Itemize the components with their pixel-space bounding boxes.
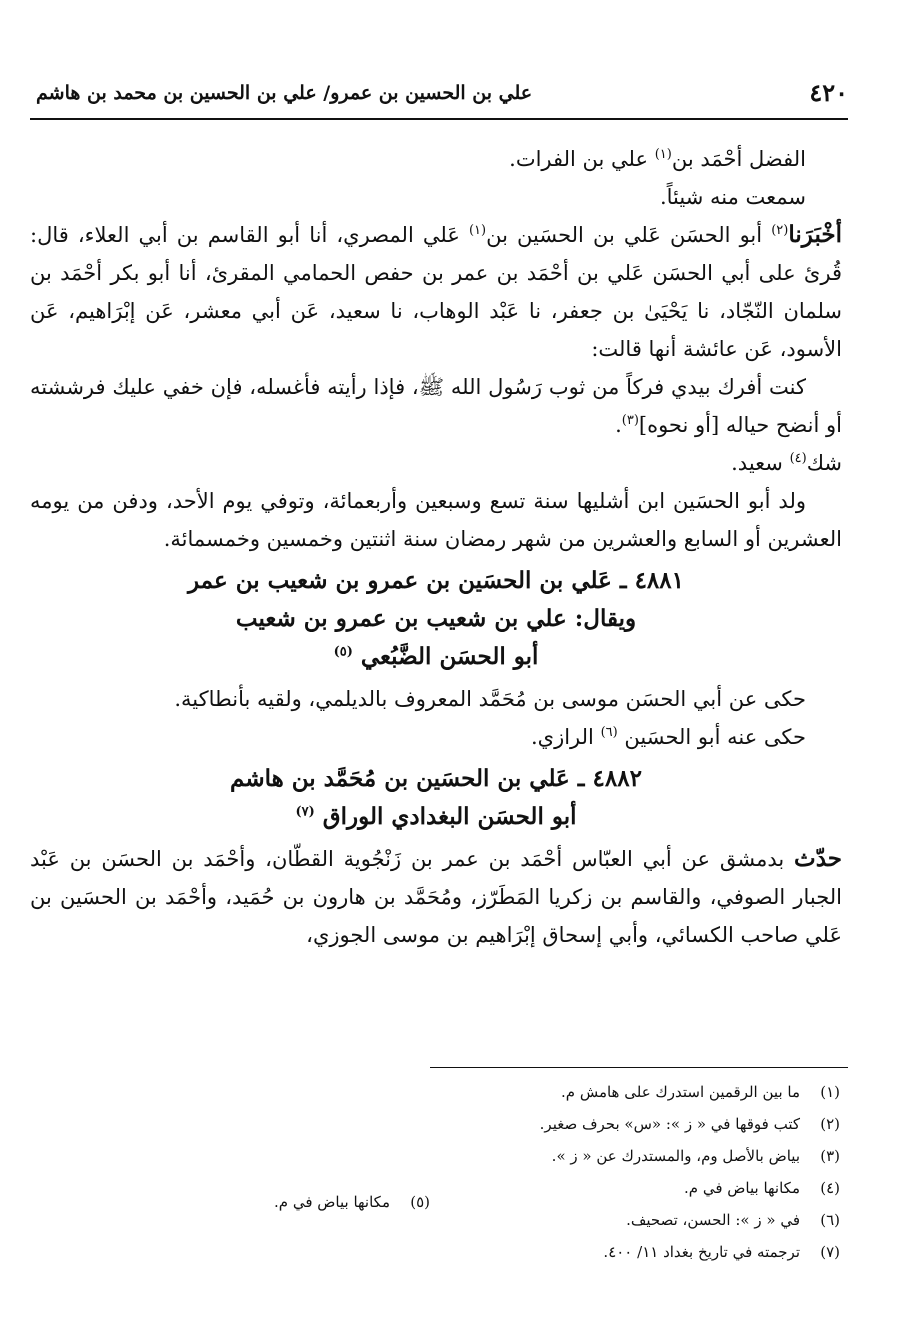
footnote — [440, 1172, 840, 1204]
page-number: ٤٢٠ — [809, 78, 848, 107]
text-fragment: الفضل أحْمَد بن — [671, 147, 806, 171]
header-rule — [30, 118, 848, 120]
text-fragment: الرازي. — [530, 725, 601, 749]
footnote-text: بياض بالأصل وم، والمستدرك عن « ز ». — [551, 1147, 800, 1165]
text-fragment: سعيد. — [731, 451, 790, 475]
paragraph-narration — [30, 216, 842, 368]
footnote-number: (٢) — [820, 1115, 840, 1133]
footnote — [440, 1076, 840, 1108]
narration-keyword: حدّث — [794, 845, 842, 872]
footnote-ref: (٤) — [789, 451, 807, 466]
footnote — [440, 1108, 840, 1140]
running-header — [36, 78, 848, 118]
footnote-ref: (٧) — [295, 804, 315, 820]
footnote-number: (١) — [820, 1083, 840, 1101]
footnote — [440, 1236, 840, 1268]
footnote-number: (٦) — [820, 1211, 840, 1229]
footnote-number: (٤) — [820, 1179, 840, 1197]
paragraph — [30, 718, 842, 756]
main-text — [30, 140, 842, 954]
footnote-ref: (٣) — [621, 413, 639, 428]
footnote-text: مكانها بياض في م. — [684, 1179, 800, 1197]
narration-keyword: أخْبَرَنا — [788, 221, 842, 248]
footnote-ref: (٥) — [333, 644, 353, 660]
text-fragment: عَلي المصري، أنا أبو القاسم بن أبي العلاء، قال: قُرئ على أبي الحسَن عَلي بن أحْمَد بن عمر بن حفص الحمامي المقرئ، أنا أبو بكر أحْمَد بن سلمان النّجّاد، نا يَحْيَىٰ بن جعفر، نا عَبْد الوهاب، نا سعيد، عَن أبي معشر، عَن إبْرَاهيم، عَن الأسود، عَن عائشة أنها قالت: — [30, 223, 842, 361]
text-fragment: حكى عنه أبو الحسَين — [624, 725, 806, 749]
footnote-text: مكانها بياض في م. — [274, 1193, 390, 1211]
footnote-ref: (٦) — [600, 725, 618, 740]
paragraph — [30, 840, 842, 954]
footnote-number: (٣) — [820, 1147, 840, 1165]
footnote-ref: (١) — [468, 223, 487, 238]
text-fragment: بدمشق عن أبي العبّاس أحْمَد بن عمر بن زَنْجُوية القطّان، وأحْمَد بن الحسَن بن عَبْد الجبار الصوفي، والقاسم بن زكريا المَطَرّز، ومُحَمَّد بن هارون بن حُمَيد، وأحْمَد بن الحسَين بن عَلي صاحب الكسائي، وأبي إسحاق إبْرَاهيم بن موسى الجوزي، — [30, 847, 842, 947]
text-fragment: شك — [806, 451, 842, 475]
entry-title-line — [30, 638, 842, 676]
text-fragment: أبو الحسَن عَلي بن الحسَين بن — [486, 223, 772, 247]
entry-kunya: أبو الحسَن البغدادي الوراق — [322, 803, 577, 830]
text-line — [30, 140, 842, 178]
footnote — [440, 1140, 840, 1172]
footnote-text: في « ز »: الحسن، تصحيف. — [626, 1211, 800, 1229]
footnote-ref: (٢) — [771, 223, 789, 238]
footnote-number: (٥) — [410, 1193, 430, 1211]
entry-title-line: ٤٨٨١ ـ عَلي بن الحسَين بن عمرو بن شعيب بن عمر — [187, 567, 684, 594]
text-fragment: . — [615, 413, 622, 437]
footnote-text: كتب فوقها في « ز »: «س» بحرف صغير. — [539, 1115, 800, 1133]
footnote-number: (٧) — [820, 1243, 840, 1261]
footnotes — [440, 1076, 840, 1268]
entry-heading-4882 — [30, 760, 842, 836]
paragraph-quote — [30, 368, 842, 444]
footnote-text: ترجمته في تاريخ بغداد ١١/ ٤٠٠. — [603, 1243, 800, 1261]
text-line — [30, 444, 842, 482]
running-title: علي بن الحسين بن عمرو/ علي بن الحسين بن محمد بن هاشم — [36, 82, 533, 104]
entry-title-line: ويقال: علي بن شعيب بن عمرو بن شعيب — [235, 605, 637, 632]
entry-title-line: ٤٨٨٢ ـ عَلي بن الحسَين بن مُحَمَّد بن هاشم — [230, 765, 642, 792]
entry-title-line — [30, 798, 842, 836]
footnote — [440, 1204, 840, 1236]
entry-kunya: أبو الحسَن الضَّبُعي — [360, 643, 539, 670]
paragraph-death-date: ولد أبو الحسَين ابن أشليها سنة تسع وسبعين وأربعمائة، وتوفي يوم الأحد، ودفن من يومه العشرين أو السابع والعشرين من شهر رمضان سنة اثنتين وخمسين وخمسمائة. — [30, 489, 842, 551]
footnote-rule — [430, 1067, 848, 1068]
paragraph: حكى عن أبي الحسَن موسى بن مُحَمَّد المعروف بالديلمي، ولقيه بأنطاكية. — [174, 687, 806, 711]
footnote-text: ما بين الرقمين استدرك على هامش م. — [561, 1083, 800, 1101]
footnote-ref: (١) — [654, 147, 672, 162]
entry-heading-4881 — [30, 562, 842, 676]
footnote-side — [220, 1186, 430, 1218]
text-fragment: كنت أفرك بيدي فركاً من ثوب رَسُول الله ﷺ، فإذا رأيته فأغسله، فإن خفي عليك فرششته أو أنضح حياله [أو نحوه] — [30, 375, 842, 437]
text-fragment: علي بن الفرات. — [509, 147, 655, 171]
text-line: سمعت منه شيئاً. — [659, 185, 806, 209]
